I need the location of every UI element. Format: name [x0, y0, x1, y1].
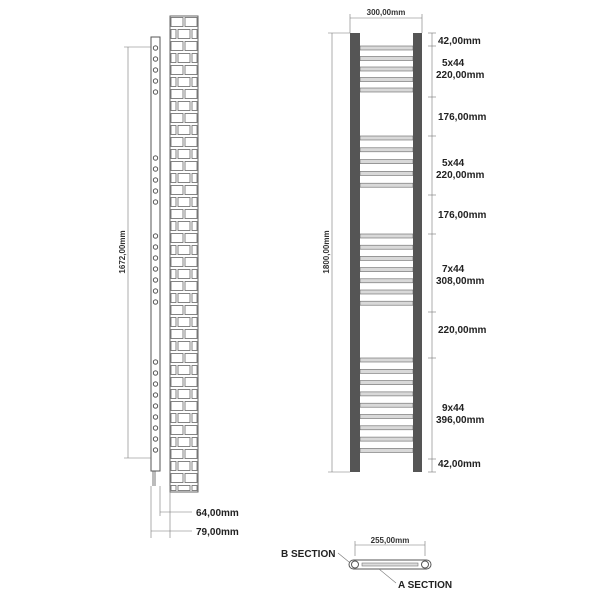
brick — [185, 354, 197, 363]
front-bar — [360, 381, 413, 385]
brick — [185, 18, 197, 27]
group2-length-label: 220,00mm — [436, 170, 485, 181]
brick — [178, 198, 190, 207]
side-bar-dot — [153, 234, 157, 238]
front-bar — [360, 279, 413, 283]
brick — [185, 162, 197, 171]
brick — [185, 426, 197, 435]
brick — [171, 330, 183, 339]
brick — [185, 234, 197, 243]
side-height-dimension — [118, 47, 151, 458]
side-bar-dot — [153, 256, 157, 260]
side-bar-dot — [153, 156, 157, 160]
brick — [171, 210, 183, 219]
brick — [178, 270, 190, 279]
brick — [171, 378, 183, 387]
brick — [185, 138, 197, 147]
gap2-label: 176,00mm — [438, 210, 487, 221]
brick — [178, 294, 190, 303]
brick — [185, 450, 197, 459]
brick — [192, 150, 197, 159]
brick — [171, 54, 176, 63]
brick — [185, 42, 197, 51]
brick — [192, 174, 197, 183]
side-depth-inner-label: 64,00mm — [196, 508, 239, 519]
side-bar-dot — [153, 178, 157, 182]
brick — [171, 78, 176, 87]
brick — [192, 270, 197, 279]
brick — [192, 126, 197, 135]
brick — [192, 462, 197, 471]
gap3-label: 220,00mm — [438, 325, 487, 336]
side-bar-dot — [153, 371, 157, 375]
group4-length-label: 396,00mm — [436, 415, 485, 426]
side-bar-dot — [153, 46, 157, 50]
side-bar-dot — [153, 278, 157, 282]
brick — [171, 318, 176, 327]
group4-count-label: 9x44 — [442, 403, 465, 414]
front-bar — [360, 268, 413, 272]
top-gap-label: 42,00mm — [438, 36, 481, 47]
brick — [178, 342, 190, 351]
brick — [171, 462, 176, 471]
bottom-gap-label: 42,00mm — [438, 459, 481, 470]
brick — [178, 78, 190, 87]
section-width-label: 255,00mm — [370, 536, 410, 545]
brick — [185, 282, 197, 291]
front-bar — [360, 171, 413, 175]
brick — [185, 330, 197, 339]
brick — [171, 306, 183, 315]
front-bar — [360, 234, 413, 238]
brick — [192, 198, 197, 207]
front-bar — [360, 57, 413, 61]
front-bar — [360, 148, 413, 152]
brick — [178, 366, 190, 375]
brick — [192, 342, 197, 351]
front-bar — [360, 392, 413, 396]
side-bar-dot — [153, 300, 157, 304]
front-bar — [360, 358, 413, 362]
brick — [171, 30, 176, 39]
brick — [171, 174, 176, 183]
brick — [192, 102, 197, 111]
brick — [192, 78, 197, 87]
brick — [171, 270, 176, 279]
brick — [178, 318, 190, 327]
side-bar-dot — [153, 360, 157, 364]
side-bar-dot — [153, 167, 157, 171]
group1-length-label: 220,00mm — [436, 70, 485, 81]
side-bar-dot — [153, 245, 157, 249]
brick — [171, 126, 176, 135]
side-bar-dot — [153, 382, 157, 386]
segment-dimensions — [428, 33, 486, 472]
brick — [185, 114, 197, 123]
section-right-circle — [422, 561, 429, 568]
group3-length-label: 308,00mm — [436, 276, 485, 287]
brick — [178, 102, 190, 111]
front-width-label: 300,00mm — [366, 8, 406, 17]
brick — [192, 294, 197, 303]
brick — [171, 90, 183, 99]
side-view — [118, 16, 239, 538]
side-bar-dot — [153, 189, 157, 193]
side-depth-dimensions — [151, 486, 239, 538]
brick — [171, 474, 183, 483]
brick — [178, 390, 190, 399]
brick — [171, 138, 183, 147]
front-bar — [360, 67, 413, 71]
brick — [185, 402, 197, 411]
front-bar — [360, 415, 413, 419]
brick — [171, 246, 176, 255]
brick — [171, 150, 176, 159]
brick — [171, 222, 176, 231]
front-bar — [360, 437, 413, 441]
side-bar-dot — [153, 289, 157, 293]
left-rail — [350, 33, 360, 472]
brick — [185, 378, 197, 387]
side-bar-dot — [153, 426, 157, 430]
side-bar-dot — [153, 200, 157, 204]
front-bar — [360, 301, 413, 305]
brick — [171, 42, 183, 51]
front-bar — [360, 183, 413, 187]
brick — [192, 366, 197, 375]
brick — [171, 426, 183, 435]
brick — [171, 450, 183, 459]
side-bar-dot — [153, 68, 157, 72]
brick — [185, 90, 197, 99]
brick — [171, 258, 183, 267]
brick — [171, 162, 183, 171]
front-bar — [360, 245, 413, 249]
brick — [185, 66, 197, 75]
front-bar — [360, 78, 413, 82]
brick — [171, 234, 183, 243]
front-view — [322, 8, 486, 472]
brick — [192, 222, 197, 231]
brick — [192, 30, 197, 39]
front-bar — [360, 426, 413, 430]
front-bar — [360, 448, 413, 452]
brick — [185, 474, 197, 483]
b-section-label: B SECTION — [281, 549, 336, 560]
side-depth-outer-label: 79,00mm — [196, 527, 239, 538]
brick — [178, 54, 190, 63]
brick — [192, 486, 197, 491]
front-bar — [360, 290, 413, 294]
brick — [178, 486, 190, 491]
side-bar-dot — [153, 393, 157, 397]
brick — [178, 150, 190, 159]
brick — [192, 414, 197, 423]
brick — [171, 198, 176, 207]
section-bar-inner — [362, 563, 418, 566]
brick — [178, 126, 190, 135]
side-bar-dot — [153, 90, 157, 94]
front-height-label: 1800,00mm — [322, 230, 331, 274]
section-left-circle — [352, 561, 359, 568]
side-bar-dot — [153, 267, 157, 271]
gap1-label: 176,00mm — [438, 112, 487, 123]
brick — [178, 414, 190, 423]
front-bar — [360, 88, 413, 92]
brick — [171, 486, 176, 491]
brick — [171, 402, 183, 411]
brick — [171, 186, 183, 195]
front-bar — [360, 46, 413, 50]
brick — [171, 438, 176, 447]
brick — [171, 294, 176, 303]
brick — [178, 246, 190, 255]
brick-wall — [170, 16, 198, 492]
brick — [192, 438, 197, 447]
right-rail — [413, 33, 422, 472]
brick — [171, 354, 183, 363]
group2-count-label: 5x44 — [442, 158, 465, 169]
side-bar-dot — [153, 404, 157, 408]
brick — [192, 54, 197, 63]
brick — [171, 390, 176, 399]
brick — [171, 102, 176, 111]
brick — [171, 66, 183, 75]
front-width-dimension — [350, 8, 422, 33]
brick — [171, 414, 176, 423]
brick — [178, 222, 190, 231]
a-section-label: A SECTION — [398, 580, 453, 591]
brick — [178, 462, 190, 471]
brick — [171, 282, 183, 291]
front-bar — [360, 136, 413, 140]
front-bar — [360, 160, 413, 164]
front-bar — [360, 403, 413, 407]
brick — [171, 366, 176, 375]
front-bar — [360, 256, 413, 260]
side-bar-dot — [153, 415, 157, 419]
brick — [192, 246, 197, 255]
side-bar-dot — [153, 79, 157, 83]
front-height-dimension — [322, 33, 350, 472]
side-height-label: 1672,00mm — [118, 230, 127, 274]
side-bar-dot — [153, 448, 157, 452]
brick — [178, 438, 190, 447]
side-bar-dot — [153, 57, 157, 61]
brick — [178, 174, 190, 183]
brick — [192, 390, 197, 399]
brick — [192, 318, 197, 327]
brick — [185, 306, 197, 315]
group1-count-label: 5x44 — [442, 58, 465, 69]
brick — [171, 342, 176, 351]
front-bar — [360, 369, 413, 373]
brick — [185, 186, 197, 195]
brick — [185, 210, 197, 219]
brick — [178, 30, 190, 39]
section-view — [281, 536, 452, 591]
front-bars — [360, 46, 413, 452]
brick — [171, 18, 183, 27]
group3-count-label: 7x44 — [442, 264, 465, 275]
side-bar-dot — [153, 437, 157, 441]
brick — [171, 114, 183, 123]
brick — [185, 258, 197, 267]
